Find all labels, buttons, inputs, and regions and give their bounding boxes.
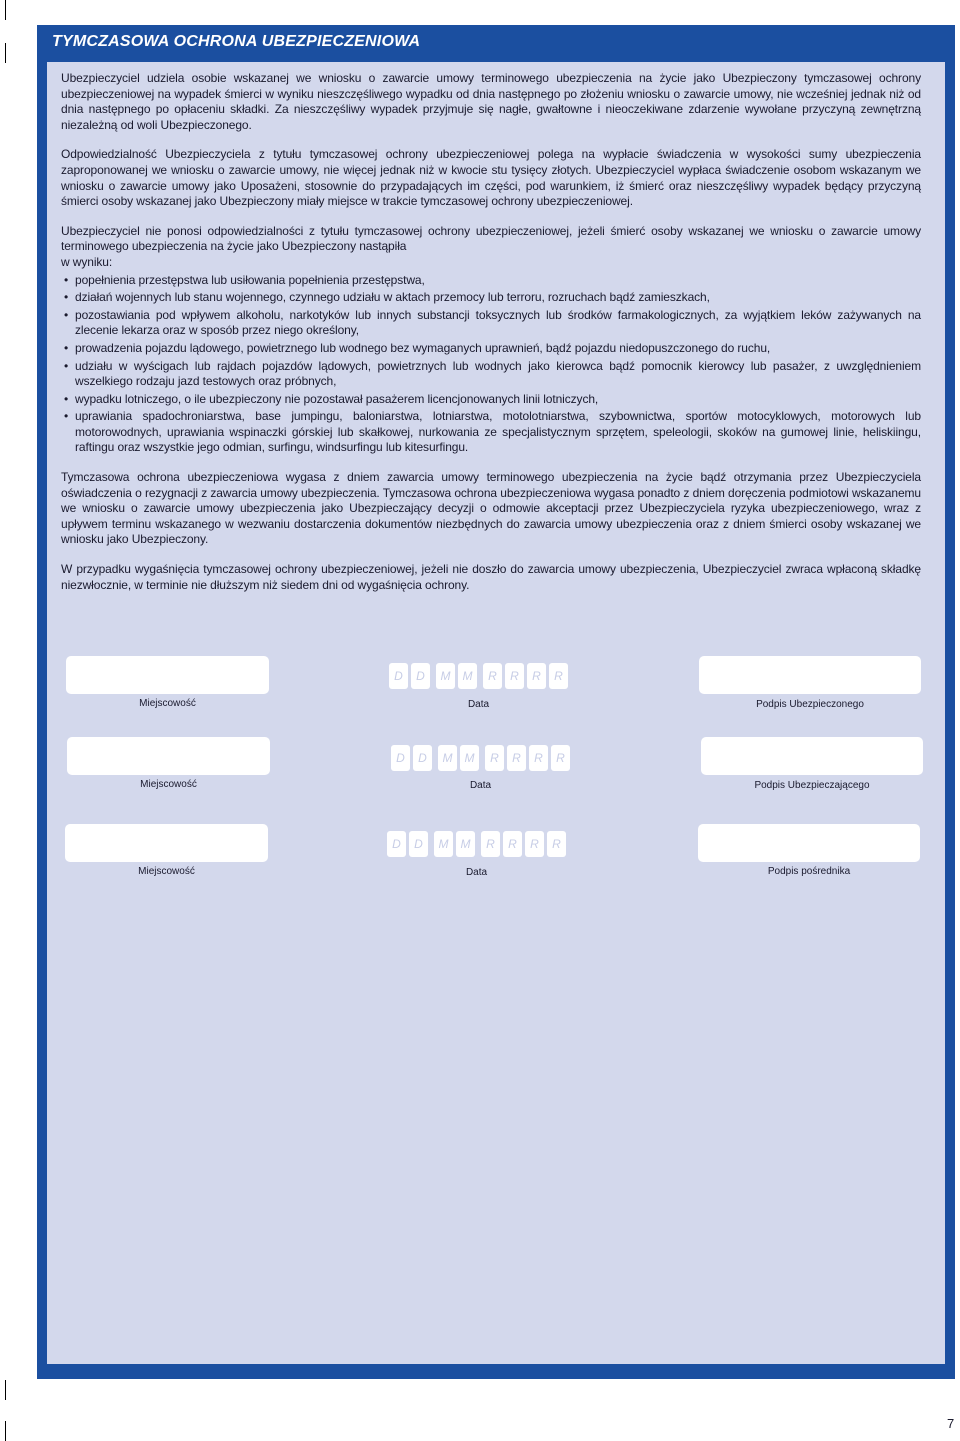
date-year-cell[interactable]: R: [507, 745, 526, 771]
paragraph-refund: W przypadku wygaśnięcia tymczasowej ochrony ubezpieczeniowej, jeżeli nie doszło do zawarcia umowy ubezpieczenia, Ubezpieczyciel zwraca wpłaconą składkę niezwłocznie, w terminie nie dłuższym niż siedem dni od wygaśnięcia ochrony.: [61, 562, 921, 592]
date-day-cell[interactable]: D: [387, 831, 406, 857]
date-month-cell[interactable]: M: [438, 745, 457, 771]
page-number: 7: [947, 1416, 955, 1431]
date-label: Data: [467, 699, 490, 710]
list-item-text: prowadzenia pojazdu lądowego, powietrznego lub wodnego bez wymaganych uprawnień, bądź pojazdu niedopuszczonego do ruchu,: [75, 340, 771, 355]
date-year-cell[interactable]: R: [547, 831, 566, 857]
date-month-cell[interactable]: M: [456, 831, 475, 857]
place-label: Miejscowość: [139, 698, 196, 709]
date-year-cell[interactable]: R: [549, 663, 568, 689]
date-day-cell[interactable]: D: [411, 663, 430, 689]
bullet: •: [64, 290, 69, 305]
list-item-text: udziału w wyścigach lub rajdach pojazdów lądowych, powietrznych lub wodnych jako kierowca bądź pomocnik kierowcy lub pasażer, z uwzględnieniem wszelkiego rodzaju jazd testowych oraz próbnych,: [75, 358, 921, 389]
bullet: •: [64, 272, 69, 287]
bullet: •: [64, 340, 69, 355]
place-label: Miejscowość: [138, 866, 195, 877]
list-item-text: działań wojennych lub stanu wojennego, czynnego udziału w aktach przemocy lub terroru, rozruchach bądź zamieszkach,: [75, 290, 710, 305]
crop-mark: [5, 43, 6, 63]
document-body: [61, 71, 921, 607]
list-item-text: wypadku lotniczego, o ile ubezpieczony nie pozostawał pasażerem licencjonowanych linii lotniczych,: [75, 391, 599, 406]
bullet: •: [64, 391, 69, 406]
paragraph-exclusions-intro: [61, 224, 921, 271]
signature-field[interactable]: [701, 737, 923, 775]
list-item-text: pozostawiania pod wpływem alkoholu, narkotyków lub innych substancji toksycznych lub środków farmakologicznych, za wyjątkiem leków zażywanych na zlecenie lekarza oraz w sposób przez niego określony,: [75, 307, 921, 338]
list-item: [61, 392, 921, 408]
place-label: Miejscowość: [140, 779, 197, 790]
date-year-cell[interactable]: R: [503, 831, 522, 857]
date-year-cell[interactable]: R: [485, 745, 504, 771]
crop-mark: [5, 1380, 6, 1400]
list-item-text: uprawiania spadochroniarstwa, base jumpingu, baloniarstwa, lotniarstwa, motolotniarstwa, szybownictwa, sportów motocyklowych, motorowych lub motorowodnych, uprawiania wspinaczki górskiej lub skałkowej, nurkowania ze specjalistycznym sprzętem, speleologii, skoków na gumowej linie, heliskiingu, raftingu oraz wszystkie jego odmian, surfingu, windsurfingu lub kitesurfingu.: [75, 409, 921, 455]
exclusions-list: [61, 273, 921, 457]
date-month-cell[interactable]: M: [436, 663, 455, 689]
place-field[interactable]: [66, 656, 269, 694]
signature-field[interactable]: [698, 824, 920, 862]
date-day-cell[interactable]: D: [391, 745, 410, 771]
date-year-cell[interactable]: R: [527, 663, 546, 689]
list-item: [61, 290, 921, 306]
place-field[interactable]: [67, 737, 270, 775]
exclusions-intro-text: Ubezpieczyciel nie ponosi odpowiedzialności z tytułu tymczasowej ochrony ubezpieczeniowej, jeżeli śmierć osoby wskazanej we wniosku o zawarcie umowy terminowego ubezpieczenia na życie jako Ubezpieczony nastąpiła: [61, 223, 921, 254]
date-year-cell[interactable]: R: [483, 663, 502, 689]
date-label: Data: [465, 867, 488, 878]
date-day-cell[interactable]: D: [409, 831, 428, 857]
list-item: [61, 341, 921, 357]
list-item: [61, 308, 921, 339]
date-day-cell[interactable]: D: [413, 745, 432, 771]
date-year-cell[interactable]: R: [551, 745, 570, 771]
date-month-cell[interactable]: M: [434, 831, 453, 857]
list-item: [61, 273, 921, 289]
crop-mark: [5, 1421, 6, 1441]
paragraph-liability: Odpowiedzialność Ubezpieczyciela z tytułu tymczasowej ochrony ubezpieczeniowej polega na wypłacie świadczenia w wysokości sumy ubezpieczenia zaproponowanej we wniosku o zawarcie umowy, nie więcej jednak niż w kwocie stu tysięcy złotych. Ubezpieczyciel wypłaca świadczenie osobom wskazanym we wniosku o zawarcie umowy jako Uposażeni, stosownie do przypadających im części, pod warunkiem, iż śmierć oraz nieszczęśliwy wypadek będący przyczyną śmierci osoby wskazanej jako Ubezpieczony miały miejsce w trakcie tymczasowej ochrony ubezpieczeniowej.: [61, 147, 921, 209]
place-field[interactable]: [65, 824, 268, 862]
date-month-cell[interactable]: M: [458, 663, 477, 689]
bullet: •: [64, 409, 69, 424]
date-month-cell[interactable]: M: [460, 745, 479, 771]
date-year-cell[interactable]: R: [481, 831, 500, 857]
bullet: •: [64, 307, 69, 322]
signature-field[interactable]: [699, 656, 921, 694]
list-item-text: popełnienia przestępstwa lub usiłowania popełnienia przestępstwa,: [75, 272, 425, 287]
paragraph-coverage: Ubezpieczyciel udziela osobie wskazanej we wniosku o zawarcie umowy terminowego ubezpieczenia na życie jako Ubezpieczony tymczasowej ochrony ubezpieczeniowej na wypadek śmierci w wyniku nieszczęśliwego wypadku od dnia następnego po złożeniu wniosku o zawarcie umowy, nie wcześniej jednak niż od dnia następnego po opłaceniu składki. Za nieszczęśliwy wypadek przyjmuje się nagłe, gwałtowne i nieoczekiwane zdarzenie wywołane przyczyną zewnętrzną niezależną od woli Ubezpieczonego.: [61, 71, 921, 132]
list-item: [61, 409, 921, 456]
list-item: [61, 359, 921, 390]
date-year-cell[interactable]: R: [529, 745, 548, 771]
page-title: TYMCZASOWA OCHRONA UBEZPIECZENIOWA: [52, 33, 421, 50]
date-day-cell[interactable]: D: [389, 663, 408, 689]
date-year-cell[interactable]: R: [505, 663, 524, 689]
date-year-cell[interactable]: R: [525, 831, 544, 857]
bullet: •: [64, 358, 69, 373]
signature-label: Podpis pośrednika: [767, 866, 851, 877]
date-label: Data: [469, 780, 492, 791]
paragraph-expiry: Tymczasowa ochrona ubezpieczeniowa wygasa z dniem zawarcia umowy terminowego ubezpieczenia na życie bądź otrzymania przez Ubezpieczyciela oświadczenia o rezygnacji z zawarcia umowy ubezpieczenia. Tymczasowa ochrona ubezpieczeniowa wygasa ponadto z dniem doręczenia podmiotowi wskazanemu we wniosku o zawarcie umowy ubezpieczenia jako Ubezpieczający decyzji o odmowie akceptacji przez Ubezpieczyciela ryzyka ubezpieczeniowego, wraz z upływem terminu wskazanego w wezwaniu dostarczenia dokumentów niezbędnych do zawarcia umowy ubezpieczenia oraz z dniem śmierci osoby wskazanej we wniosku jako Ubezpieczony.: [61, 470, 921, 547]
signature-label: Podpis Ubezpieczonego: [756, 699, 864, 710]
exclusions-intro-lead: w wyniku:: [61, 254, 113, 269]
crop-mark: [5, 0, 6, 20]
signature-label: Podpis Ubezpieczającego: [754, 780, 870, 791]
